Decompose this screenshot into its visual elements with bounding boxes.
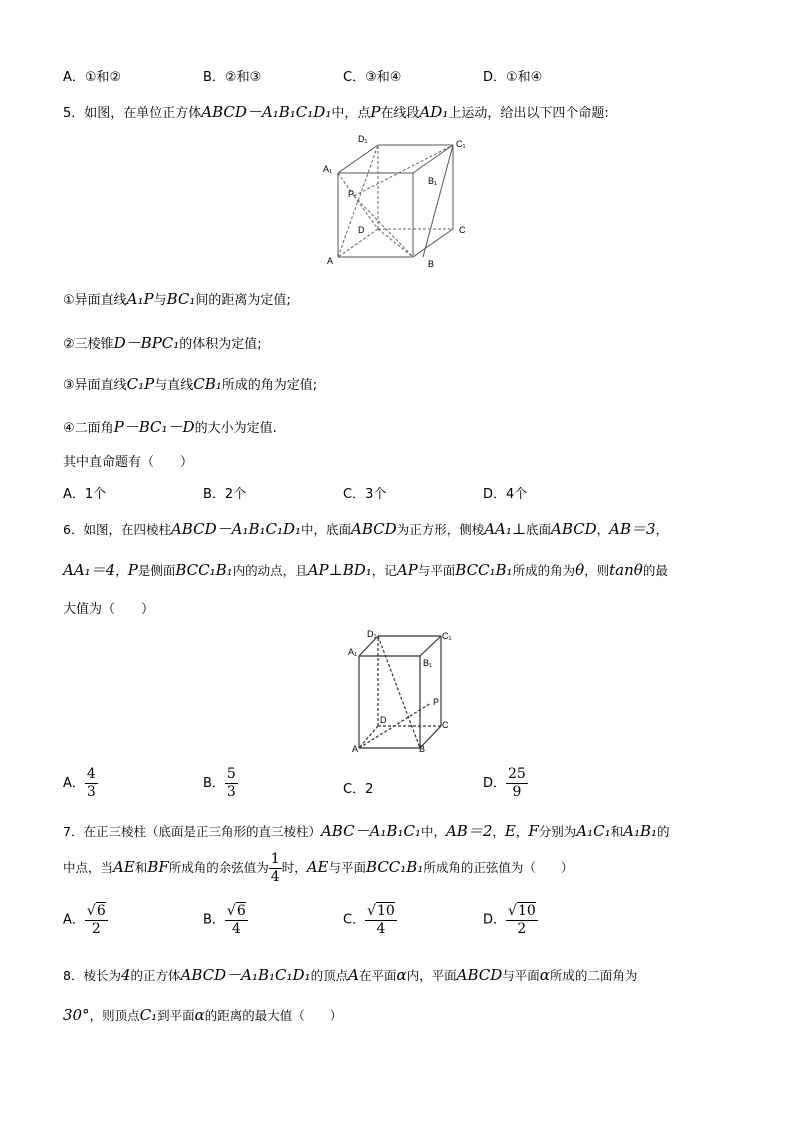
radicand: 6 — [236, 903, 246, 919]
q6-text: ， — [655, 522, 669, 537]
q7-cos-fraction — [269, 851, 282, 886]
radicand: 6 — [96, 903, 106, 919]
q8-math: α — [194, 1006, 205, 1024]
q7-text: 所成角的余弦值为 — [168, 860, 269, 875]
q7-text: 和 — [610, 824, 624, 839]
q7-math: AB＝2 — [445, 822, 493, 840]
q6-math: AP⊥BD₁ — [307, 561, 372, 579]
q5-prop-text: 所成的角为定值; — [221, 378, 318, 393]
fraction-numerator: 1 — [270, 851, 280, 867]
radicand: 10 — [377, 903, 395, 919]
q5-stem-text: 中，点 — [331, 106, 371, 121]
radicand: 10 — [517, 903, 536, 919]
q7-option-a[interactable] — [63, 902, 108, 938]
q6-label-c1: C₁ — [442, 631, 452, 641]
q8-text: 到平面 — [157, 1008, 195, 1023]
q5-option-a[interactable]: A．1个 — [63, 487, 107, 502]
q5-ask: 其中直命题有（ ） — [63, 455, 194, 470]
q5-label-b1: B₁ — [428, 176, 438, 186]
q8-text: 的距离的最大值（ ） — [204, 1008, 343, 1023]
fraction-denominator: 4 — [231, 921, 241, 937]
q6-label-b: B — [419, 744, 426, 754]
fraction-numerator: 25 — [508, 766, 526, 782]
q8-text: 在平面 — [358, 968, 397, 983]
q8-math: 30° — [63, 1006, 90, 1024]
q5-prop-text: ④二面角 — [63, 421, 114, 436]
q5-prop-math: A₁P — [126, 290, 154, 308]
q5-prop-text: 间的距离为定值; — [195, 293, 291, 308]
q7-text: 7．在正三棱柱（底面是正三角形的直三棱柱） — [63, 824, 321, 839]
q6-line-1 — [63, 518, 668, 539]
q5-segment: AD₁ — [419, 103, 449, 121]
q6-label-a: A — [352, 744, 359, 754]
q7-option-a-fraction — [85, 902, 108, 938]
q5-stem-text: 5．如图，在单位正方体 — [63, 106, 202, 121]
fraction-numerator: √10 — [367, 903, 395, 919]
q7-math: F — [528, 822, 539, 840]
q6-option-c[interactable]: C．2 — [343, 782, 374, 797]
q6-option-letter: B． — [203, 776, 225, 791]
q8-math: α — [396, 966, 407, 984]
q5-prop-text: 与 — [153, 293, 167, 308]
q8-line-2 — [63, 1006, 342, 1024]
q5-prop-text: ①异面直线 — [63, 293, 127, 308]
q5-label-p: P — [348, 189, 355, 199]
q6-math: AP — [396, 561, 418, 579]
q7-option-b-fraction — [225, 902, 248, 938]
q5-prop-text: ②三棱锥 — [63, 337, 114, 352]
q4-option-b[interactable]: B．②和③ — [203, 70, 262, 85]
q5-label-a1: A₁ — [323, 164, 333, 174]
q7-math: BF — [147, 858, 169, 876]
q6-label-d: D — [380, 715, 387, 725]
fraction-numerator: √6 — [86, 903, 106, 919]
q5-cube-figure — [318, 130, 478, 270]
q5-stem-text: 在线段 — [380, 106, 420, 121]
fraction-numerator: 5 — [226, 766, 236, 782]
q6-label-p: P — [433, 697, 440, 707]
q8-text: 的正方体 — [130, 968, 181, 983]
q7-math: AE — [306, 858, 329, 876]
q7-text: ， — [492, 824, 505, 839]
q5-proposition-1 — [63, 289, 291, 308]
fraction-denominator: 3 — [226, 784, 236, 800]
q6-math: ABCD — [551, 520, 597, 538]
q6-text: 中，底面 — [301, 522, 352, 537]
q5-label-b: B — [428, 259, 435, 269]
q8-math: ABCD — [456, 966, 503, 984]
q6-line-3: 大值为（ ） — [63, 602, 155, 617]
q5-solid: ABCD－A₁B₁C₁D₁ — [201, 103, 332, 121]
q6-text: 为正方形，侧棱 — [396, 522, 485, 537]
fraction-denominator: 2 — [91, 921, 101, 937]
q5-stem — [63, 101, 609, 122]
q6-math: BCC₁B₁ — [455, 561, 513, 579]
q4-option-a[interactable]: A．①和② — [63, 70, 122, 85]
q6-math: ABCD — [351, 520, 397, 538]
q6-option-a[interactable] — [63, 766, 98, 801]
q6-text: 所成的角为 — [512, 563, 576, 578]
q8-text: 所成的二面角为 — [549, 968, 638, 983]
q6-text: 内的动点，且 — [232, 563, 308, 578]
q7-text: 的 — [657, 824, 670, 839]
q7-option-c[interactable] — [343, 902, 397, 938]
q7-math: A₁C₁ — [576, 822, 611, 840]
q7-text: ， — [515, 824, 529, 839]
q6-text: ， — [115, 563, 128, 578]
q5-prop-text: 的体积为定值; — [179, 337, 262, 352]
q6-text: ，记 — [371, 563, 397, 578]
q6-math: AA₁⊥ — [484, 520, 526, 538]
q7-text: 中点，当 — [63, 860, 114, 875]
q6-math: θ — [575, 561, 585, 579]
q5-label-d: D — [358, 225, 365, 235]
q4-option-d[interactable]: D．①和④ — [483, 70, 543, 85]
q7-option-b[interactable] — [203, 902, 248, 938]
q6-label-d1: D₁ — [367, 629, 377, 639]
q6-option-letter: D． — [483, 776, 507, 791]
q5-label-c1: C₁ — [456, 139, 466, 149]
q5-prop-math: BC₁ — [166, 290, 196, 308]
q7-text: 时， — [281, 860, 307, 875]
q7-text: 所成角的正弦值为（ ） — [423, 860, 574, 875]
q5-prop-text: 的大小为定值. — [194, 421, 277, 436]
q8-math: ABCD－A₁B₁C₁D₁ — [180, 966, 311, 984]
q6-text: 与平面 — [417, 563, 456, 578]
q5-proposition-3 — [63, 374, 317, 393]
q6-text: 的最 — [642, 563, 668, 578]
q8-math: α — [539, 966, 550, 984]
q5-proposition-2 — [63, 332, 262, 353]
q8-text: ，则顶点 — [89, 1008, 140, 1023]
q6-label-c: C — [442, 720, 449, 730]
q7-text: 与平面 — [328, 860, 367, 875]
q4-option-c[interactable]: C．③和④ — [343, 70, 402, 85]
fraction-denominator: 4 — [376, 921, 386, 937]
q6-option-b-fraction — [225, 766, 238, 801]
q6-option-b[interactable] — [203, 766, 238, 801]
q6-text: 6．如图，在四棱柱 — [63, 522, 171, 537]
q5-prop-text: ③异面直线 — [63, 378, 127, 393]
q7-math: ABC－A₁B₁C₁ — [320, 822, 421, 840]
q6-label-b1: B₁ — [423, 658, 433, 668]
q7-option-d[interactable] — [483, 902, 538, 938]
q6-math: AA₁＝4 — [63, 561, 116, 579]
q5-prop-math: P－BC₁－D — [113, 418, 195, 436]
q7-text: 中， — [420, 824, 446, 839]
q6-math: tanθ — [609, 561, 643, 579]
q6-option-letter: A． — [63, 776, 85, 791]
q6-text: 底面 — [526, 522, 552, 537]
q7-option-c-fraction — [365, 902, 397, 938]
q5-label-d1: D₁ — [358, 134, 368, 144]
q6-option-d[interactable] — [483, 766, 528, 801]
q6-text: ，则 — [584, 563, 610, 578]
q8-line-1 — [63, 964, 637, 985]
fraction-denominator: 9 — [512, 784, 522, 800]
q8-text: 与平面 — [502, 968, 540, 983]
q8-text: 8．棱长为 — [63, 968, 121, 983]
fraction-denominator: 2 — [517, 921, 527, 937]
q7-option-letter: A． — [63, 912, 85, 928]
q8-math: 4 — [120, 966, 131, 984]
q5-stem-text: 上运动，给出以下四个命题: — [448, 106, 609, 121]
fraction-numerator: √10 — [508, 903, 536, 919]
q7-math: A₁B₁ — [623, 822, 658, 840]
q6-option-d-fraction — [506, 766, 528, 801]
q5-point: P — [370, 103, 381, 121]
q7-line-2 — [63, 851, 573, 886]
q5-prop-text: 与直线 — [154, 378, 194, 393]
q5-label-a: A — [327, 256, 334, 266]
q8-text: 内，平面 — [406, 968, 457, 983]
q7-option-letter: D． — [483, 912, 507, 928]
fraction-denominator: 3 — [86, 784, 96, 800]
fraction-denominator: 4 — [270, 869, 280, 885]
q6-prism-figure — [345, 628, 455, 754]
q6-math: BCC₁B₁ — [175, 561, 233, 579]
fraction-numerator: 4 — [86, 766, 96, 782]
q5-prop-math: D－BPC₁ — [113, 334, 180, 352]
q6-math: AB＝3 — [609, 520, 656, 538]
q6-math: P — [127, 561, 138, 579]
q6-option-a-fraction — [85, 766, 98, 801]
q5-prop-math: C₁P — [126, 375, 155, 393]
q5-prop-math: CB₁ — [193, 375, 222, 393]
q7-text: 和 — [134, 860, 148, 875]
q7-option-d-fraction — [506, 902, 538, 938]
q5-option-c[interactable]: C．3个 — [343, 487, 387, 502]
q5-option-b[interactable]: B．2个 — [203, 487, 247, 502]
q8-math: C₁ — [139, 1006, 158, 1024]
q5-proposition-4 — [63, 416, 277, 437]
q6-text: 是侧面 — [137, 563, 176, 578]
q5-label-c: C — [459, 225, 466, 235]
q6-line-2 — [63, 559, 668, 580]
fraction-numerator: √6 — [226, 903, 246, 919]
q7-text: 分别为 — [538, 824, 577, 839]
q6-label-a1: A₁ — [348, 647, 358, 657]
q7-line-1 — [63, 820, 670, 841]
q6-math: ABCD－A₁B₁C₁D₁ — [170, 520, 302, 538]
q7-math: E — [504, 822, 516, 840]
q7-math: AE — [113, 858, 135, 876]
q8-text: 的顶点 — [310, 968, 349, 983]
q7-math: BCC₁B₁ — [366, 858, 424, 876]
q6-text: ， — [596, 522, 610, 537]
q7-option-letter: C． — [343, 912, 366, 928]
q8-math: A — [348, 966, 359, 984]
q7-option-letter: B． — [203, 912, 225, 928]
q5-option-d[interactable]: D．4个 — [483, 487, 528, 502]
